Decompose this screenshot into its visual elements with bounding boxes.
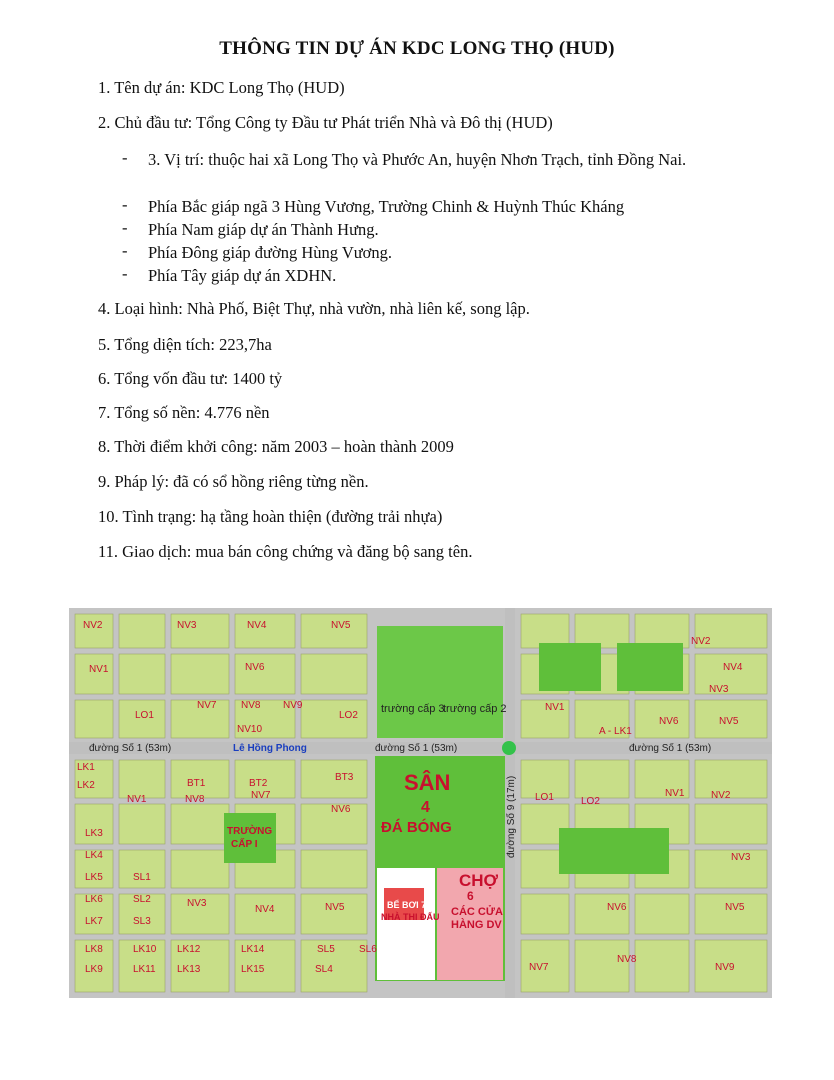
lot-label: NV9: [283, 700, 303, 711]
bullet-text: Phía Tây giáp dự án XDHN.: [148, 266, 337, 285]
lot-label: NV4: [723, 662, 743, 673]
lot-label: LK1: [77, 762, 95, 773]
lot-label: SL3: [133, 916, 151, 927]
lot-label: NV3: [177, 620, 197, 631]
lot-label: NV8: [185, 794, 205, 805]
lot-label: BT2: [249, 778, 268, 789]
lot-block: [695, 654, 767, 694]
lot-block: [695, 760, 767, 798]
item-transaction: 11. Giao dịch: mua bán công chứng và đăng bộ sang tên.: [98, 542, 473, 561]
lot-label: LO2: [581, 796, 600, 807]
lot-label: LK14: [241, 944, 265, 955]
lot-label: NV8: [617, 954, 637, 965]
lot-label: NV3: [187, 898, 207, 909]
lot-block: [235, 654, 295, 694]
lot-block: [301, 894, 367, 934]
lot-label: NV5: [725, 902, 745, 913]
item-project-name: 1. Tên dự án: KDC Long Thọ (HUD): [98, 78, 345, 97]
lot-label: SL2: [133, 894, 151, 905]
park-top-right-2: [617, 643, 683, 691]
lot-label: NV1: [545, 702, 565, 713]
bullet-text: 3. Vị trí: thuộc hai xã Long Thọ và Phước An, huyện Nhơn Trạch, tỉnh Đồng Nai.: [148, 150, 687, 169]
stadium-label-2: 4: [421, 799, 430, 816]
lot-label: NV9: [715, 962, 735, 973]
pool-label-2: NHÀ THI ĐẤU: [381, 912, 440, 922]
stadium-label-1: SÂN: [404, 770, 451, 795]
lot-block: [171, 654, 229, 694]
item-type: 4. Loại hình: Nhà Phố, Biệt Thự, nhà vườn, nhà liên kế, song lập.: [98, 299, 530, 318]
market-label-4: HÀNG DV: [451, 919, 502, 931]
item-investor: 2. Chủ đầu tư: Tổng Công ty Đầu tư Phát triển Nhà và Đô thị (HUD): [98, 113, 553, 132]
market-label-1: CHỢ: [459, 871, 499, 890]
lot-label: LK13: [177, 964, 201, 975]
lot-block: [301, 850, 367, 888]
item-status: 10. Tình trạng: hạ tầng hoàn thiện (đường trải nhựa): [98, 507, 443, 526]
lot-label: SL1: [133, 872, 151, 883]
bullet-text: Phía Bắc giáp ngã 3 Hùng Vương, Trường Chinh & Huỳnh Thúc Kháng: [148, 197, 625, 216]
lot-block: [695, 894, 767, 934]
lot-label: SL6: [359, 944, 377, 955]
lot-block: [171, 804, 229, 844]
item-lots: 7. Tổng số nền: 4.776 nền: [98, 403, 270, 422]
lot-label: NV7: [251, 790, 271, 801]
bullet-dash: -: [122, 148, 128, 167]
lot-label: NV7: [197, 700, 217, 711]
lot-label: LK15: [241, 964, 265, 975]
lot-label: NV5: [719, 716, 739, 727]
lot-label: LK12: [177, 944, 201, 955]
road-main-label-center: đường Số 1 (53m): [375, 743, 458, 754]
bullet-text: Phía Nam giáp dự án Thành Hưng.: [148, 220, 379, 239]
lot-label: NV6: [659, 716, 679, 727]
lot-label: LK8: [85, 944, 103, 955]
lot-label: NV8: [241, 700, 261, 711]
master-plan-map: [69, 608, 772, 998]
lot-label: LO2: [339, 710, 358, 721]
pool-label-1: BỂ BƠI 7: [387, 900, 427, 910]
stadium-label-3: ĐÁ BÓNG: [381, 819, 452, 836]
lot-label: NV6: [607, 902, 627, 913]
lot-label: NV2: [711, 790, 731, 801]
lot-label: NV6: [331, 804, 351, 815]
school3-label: trường cấp 3: [381, 703, 445, 715]
market-label-2: 6: [467, 889, 474, 903]
lot-label: LK5: [85, 872, 103, 883]
lot-block: [301, 760, 367, 798]
pool-block: [377, 868, 435, 980]
lot-label: LO1: [135, 710, 154, 721]
lot-label: LK9: [85, 964, 103, 975]
bullet-dash: -: [122, 195, 128, 214]
market-label-3: CÁC CỬA: [451, 906, 503, 918]
lot-label: LK3: [85, 828, 103, 839]
item-legal: 9. Pháp lý: đã có sổ hồng riêng từng nền.: [98, 472, 369, 491]
document-title: THÔNG TIN DỰ ÁN KDC LONG THỌ (HUD): [219, 38, 615, 59]
lot-block: [575, 614, 629, 648]
school-campus: [377, 626, 503, 738]
road-name-label: Lê Hồng Phong: [233, 743, 307, 754]
lot-label: SL4: [315, 964, 333, 975]
lot-label: LK4: [85, 850, 103, 861]
item-area: 5. Tổng diện tích: 223,7ha: [98, 335, 272, 354]
lot-block: [635, 940, 689, 992]
lot-block: [171, 850, 229, 888]
lot-label: LO1: [535, 792, 554, 803]
road-main-label-left: đường Số 1 (53m): [89, 743, 172, 754]
lot-block: [119, 614, 165, 648]
lot-label: BT1: [187, 778, 206, 789]
lot-block: [575, 894, 629, 934]
school1-label-1: TRƯỜNG: [227, 826, 273, 837]
lot-label: NV2: [83, 620, 103, 631]
lot-block: [301, 654, 367, 694]
lot-block: [119, 760, 165, 798]
school2-label: trường cấp 2: [443, 703, 507, 715]
lot-block: [635, 614, 689, 648]
roundabout: [502, 741, 516, 755]
lot-label: NV1: [89, 664, 109, 675]
lot-label: A - LK1: [599, 726, 632, 737]
lot-block: [575, 940, 629, 992]
park-school: [224, 813, 276, 863]
lot-label: LK7: [85, 916, 103, 927]
lot-label: NV4: [247, 620, 267, 631]
bullet-text: Phía Đông giáp đường Hùng Vương.: [148, 243, 393, 262]
lot-block: [521, 614, 569, 648]
road-main-label-right: đường Số 1 (53m): [629, 743, 712, 754]
lot-label: NV5: [325, 902, 345, 913]
lot-label: NV6: [245, 662, 265, 673]
lot-block: [635, 894, 689, 934]
lot-label: BT3: [335, 772, 354, 783]
bullet-dash: -: [122, 241, 128, 260]
school1-label-2: CẤP I: [231, 839, 258, 850]
lot-label: NV4: [255, 904, 275, 915]
lot-label: LK2: [77, 780, 95, 791]
lot-label: NV1: [665, 788, 685, 799]
item-capital: 6. Tổng vốn đầu tư: 1400 tỷ: [98, 369, 283, 388]
road-vertical-label: đường Số 9 (17m): [506, 775, 517, 858]
item-timeline: 8. Thời điểm khởi công: năm 2003 – hoàn thành 2009: [98, 437, 454, 456]
park-east: [559, 828, 669, 874]
park-top-right: [539, 643, 601, 691]
lot-label: NV10: [237, 724, 263, 735]
lot-label: NV7: [529, 962, 549, 973]
lot-label: SL5: [317, 944, 335, 955]
lot-label: NV5: [331, 620, 351, 631]
lot-label: NV3: [709, 684, 729, 695]
lot-label: NV1: [127, 794, 147, 805]
lot-label: NV2: [691, 636, 711, 647]
lot-block: [75, 700, 113, 738]
lot-block: [119, 654, 165, 694]
lot-block: [521, 894, 569, 934]
map-drawing: [69, 608, 772, 998]
lot-label: LK10: [133, 944, 157, 955]
lot-label: LK6: [85, 894, 103, 905]
lot-label: NV3: [731, 852, 751, 863]
lot-label: LK11: [133, 964, 156, 975]
lot-block: [575, 760, 629, 798]
lot-block: [119, 804, 165, 844]
lot-block: [695, 804, 767, 844]
bullet-dash: -: [122, 264, 128, 283]
bullet-dash: -: [122, 218, 128, 237]
